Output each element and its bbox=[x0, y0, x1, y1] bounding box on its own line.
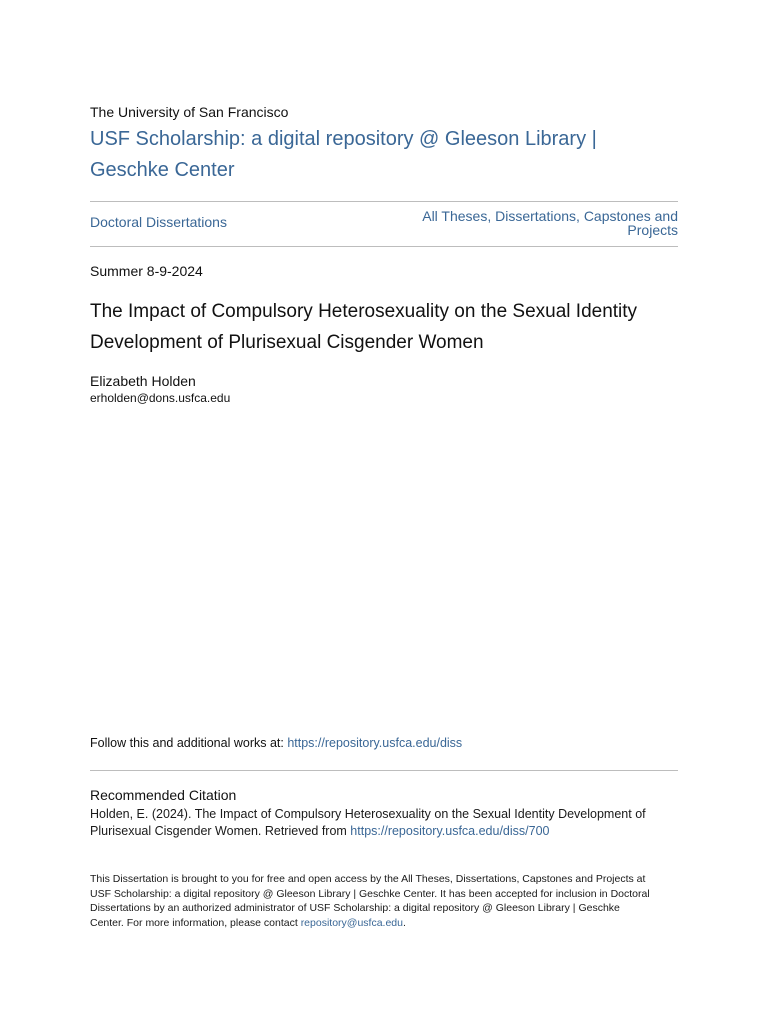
cover-page bbox=[90, 0, 678, 1024]
citation-heading: Recommended Citation bbox=[90, 787, 237, 803]
author-name: Elizabeth Holden bbox=[90, 373, 196, 389]
citation-body: Holden, E. (2024). The Impact of Compulsory Heterosexuality on the Sexual Identity Development of Plurisexual Cisgender Women. Retrieved from bbox=[90, 807, 646, 838]
divider bbox=[90, 770, 678, 771]
collection-link[interactable]: Doctoral Dissertations bbox=[90, 214, 227, 230]
document-title: The Impact of Compulsory Heterosexuality on the Sexual Identity Development of Plurisexual Cisgender Women bbox=[90, 301, 638, 353]
citation-text bbox=[90, 806, 678, 840]
follow-url-link[interactable]: https://repository.usfca.edu/diss bbox=[287, 736, 463, 750]
access-notice bbox=[90, 872, 650, 930]
follow-line bbox=[90, 736, 462, 750]
notice-body: This Dissertation is brought to you for free and open access by the All Theses, Dissertations, Capstones and Projects at USF Scholarship: a digital repository @ Gleeson Library | Geschke Center. It has been accepted for inclusion in Doctoral Dissertations by an authorized administrator of USF Scholarship: a digital repository @ Gleeson Library | Geschke Center. For more information, please contact bbox=[90, 873, 650, 929]
follow-label: Follow this and additional works at: bbox=[90, 736, 288, 750]
institution-name: The University of San Francisco bbox=[90, 104, 289, 120]
repository-title-link[interactable]: USF Scholarship: a digital repository @ Gleeson Library | Geschke Center bbox=[90, 128, 597, 181]
notice-end: . bbox=[402, 916, 406, 929]
parent-collection-link[interactable]: All Theses, Dissertations, Capstones and Projects bbox=[422, 208, 678, 238]
publication-date: Summer 8-9-2024 bbox=[90, 263, 203, 279]
divider bbox=[90, 201, 678, 202]
divider bbox=[90, 246, 678, 247]
author-email: erholden@dons.usfca.edu bbox=[90, 391, 231, 405]
citation-url-link[interactable]: https://repository.usfca.edu/diss/700 bbox=[350, 824, 550, 838]
contact-email-link[interactable]: repository@usfca.edu bbox=[300, 916, 403, 929]
